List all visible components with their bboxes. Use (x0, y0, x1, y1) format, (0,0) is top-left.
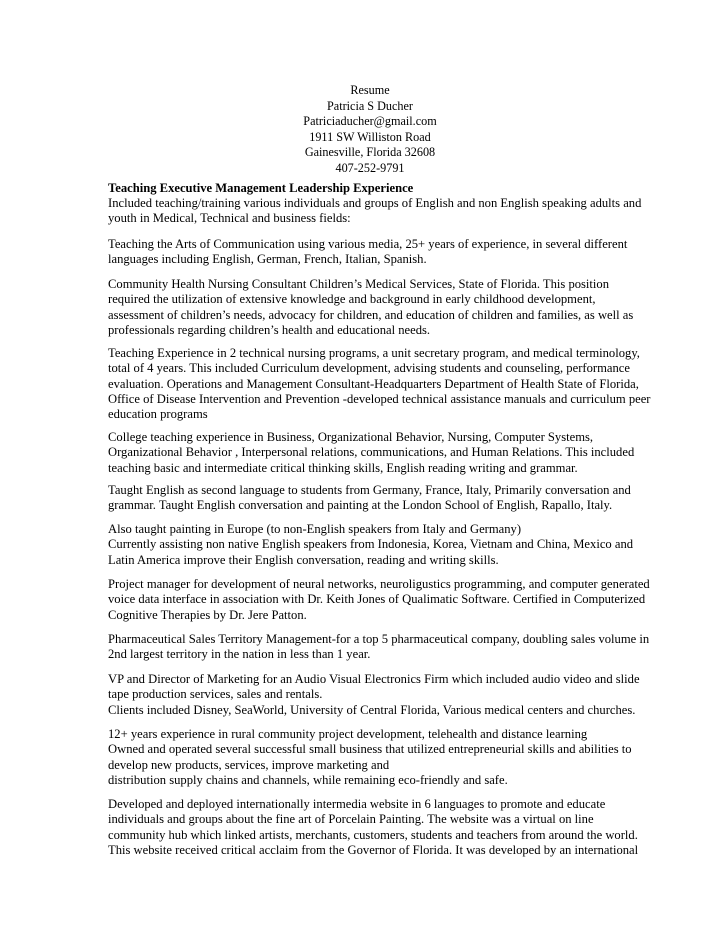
paragraph-line: This website received critical acclaim from the Governor of Florida. It was developed by an international (108, 842, 639, 857)
paragraph-line: Teaching the Arts of Communication using various media, 25+ years of experience, in several different (108, 237, 628, 251)
paragraph-line: Community Health Nursing Consultant Children’s Medical Services, State of Florida. This position (108, 277, 610, 291)
paragraph-line: Project manager for development of neural networks, neuroligustics programming, and computer generated (108, 577, 650, 591)
paragraph-line: Also taught painting in Europe (to non-English speakers from Italy and Germany) (108, 522, 522, 536)
paragraph-line: Developed and deployed internationally intermedia website in 6 languages to promote and educate (108, 797, 606, 811)
paragraph-line: required the utilization of extensive knowledge and background in early childhood development, (108, 292, 596, 307)
paragraph-line: 12+ years experience in rural community project development, telehealth and distance learning (108, 727, 588, 741)
paragraph-line: VP and Director of Marketing for an Audio Visual Electronics Firm which included audio video and slide (108, 672, 640, 686)
applicant-name: Patricia S Ducher (327, 99, 413, 113)
paragraph-line: languages including English, German, French, Italian, Spanish. (108, 252, 427, 267)
paragraph-line: community hub which linked artists, merchants, customers, students and teachers from around the world. (108, 827, 638, 842)
paragraph-line: Owned and operated several successful small business that utilized entrepreneurial skills and abilities to (108, 742, 632, 757)
paragraph-line: 2nd largest territory in the nation in less than 1 year. (108, 647, 371, 662)
paragraph-line: assessment of children’s needs, advocacy for children, and education of children and families, as well as (108, 307, 634, 322)
paragraph-line: education programs (108, 407, 208, 422)
paragraph-line: grammar. Taught English conversation and painting at the London School of English, Rapallo, Italy. (108, 498, 613, 513)
paragraph-line: teaching basic and intermediate critical thinking skills, English reading writing and grammar. (108, 460, 578, 475)
resume-title: Resume (350, 83, 390, 97)
section-heading: Teaching Executive Management Leadership Experience (108, 181, 414, 195)
paragraph-line: Office of Disease Intervention and Prevention -developed technical assistance manuals and curriculum peer (108, 391, 651, 406)
paragraph-line: youth in Medical, Technical and business fields: (108, 211, 351, 226)
applicant-city-state-zip: Gainesville, Florida 32608 (304, 145, 436, 159)
paragraph-line: individuals and groups about the fine art of Porcelain Painting. The website was a virtual on line (108, 812, 594, 827)
paragraph-line: Cognitive Therapies by Dr. Jere Patton. (108, 607, 307, 622)
paragraph-line: Teaching Experience in 2 technical nursing programs, a unit secretary program, and medical terminology, (108, 346, 640, 360)
paragraph-line: Included teaching/training various individuals and groups of English and non English speaking adults and (108, 196, 642, 210)
paragraph-line: Pharmaceutical Sales Territory Management-for a top 5 pharmaceutical company, doubling sales volume in (108, 632, 650, 646)
paragraph-line: professionals regarding children’s health and educational needs. (108, 322, 431, 337)
paragraph-line: tape production services, sales and rentals. (108, 687, 323, 702)
paragraph-line: Organizational Behavior , Interpersonal relations, communications, and Human Relations. This included (108, 445, 635, 460)
applicant-email: Patriciaducher@gmail.com (303, 114, 437, 128)
paragraph-line: total of 4 years. This included Curriculum development, advising students and counseling, performance (108, 361, 630, 376)
paragraph-line: voice data interface in association with Dr. Keith Jones of Qualimatic Software. Certified in Computerized (108, 592, 646, 607)
applicant-phone: 407-252-9791 (335, 161, 405, 175)
paragraph-line: College teaching experience in Business, Organizational Behavior, Nursing, Computer Systems, (108, 430, 594, 444)
paragraph-line: Currently assisting non native English speakers from Indonesia, Korea, Vietnam and China, Mexico and (108, 537, 634, 552)
paragraph-line: evaluation. Operations and Management Consultant-Headquarters Department of Health State of Florida, (108, 376, 639, 391)
applicant-street-address: 1911 SW Williston Road (309, 130, 431, 144)
paragraph-line: Latin America improve their English conversation, reading and writing skills. (108, 552, 499, 567)
paragraph-line: Taught English as second language to students from Germany, France, Italy, Primarily conversation and (108, 483, 631, 497)
paragraph-line: develop new products, services, improve marketing and (108, 757, 390, 772)
paragraph-line: Clients included Disney, SeaWorld, University of Central Florida, Various medical centers and churches. (108, 702, 636, 717)
paragraph-line: distribution supply chains and channels, while remaining eco-friendly and safe. (108, 772, 508, 787)
